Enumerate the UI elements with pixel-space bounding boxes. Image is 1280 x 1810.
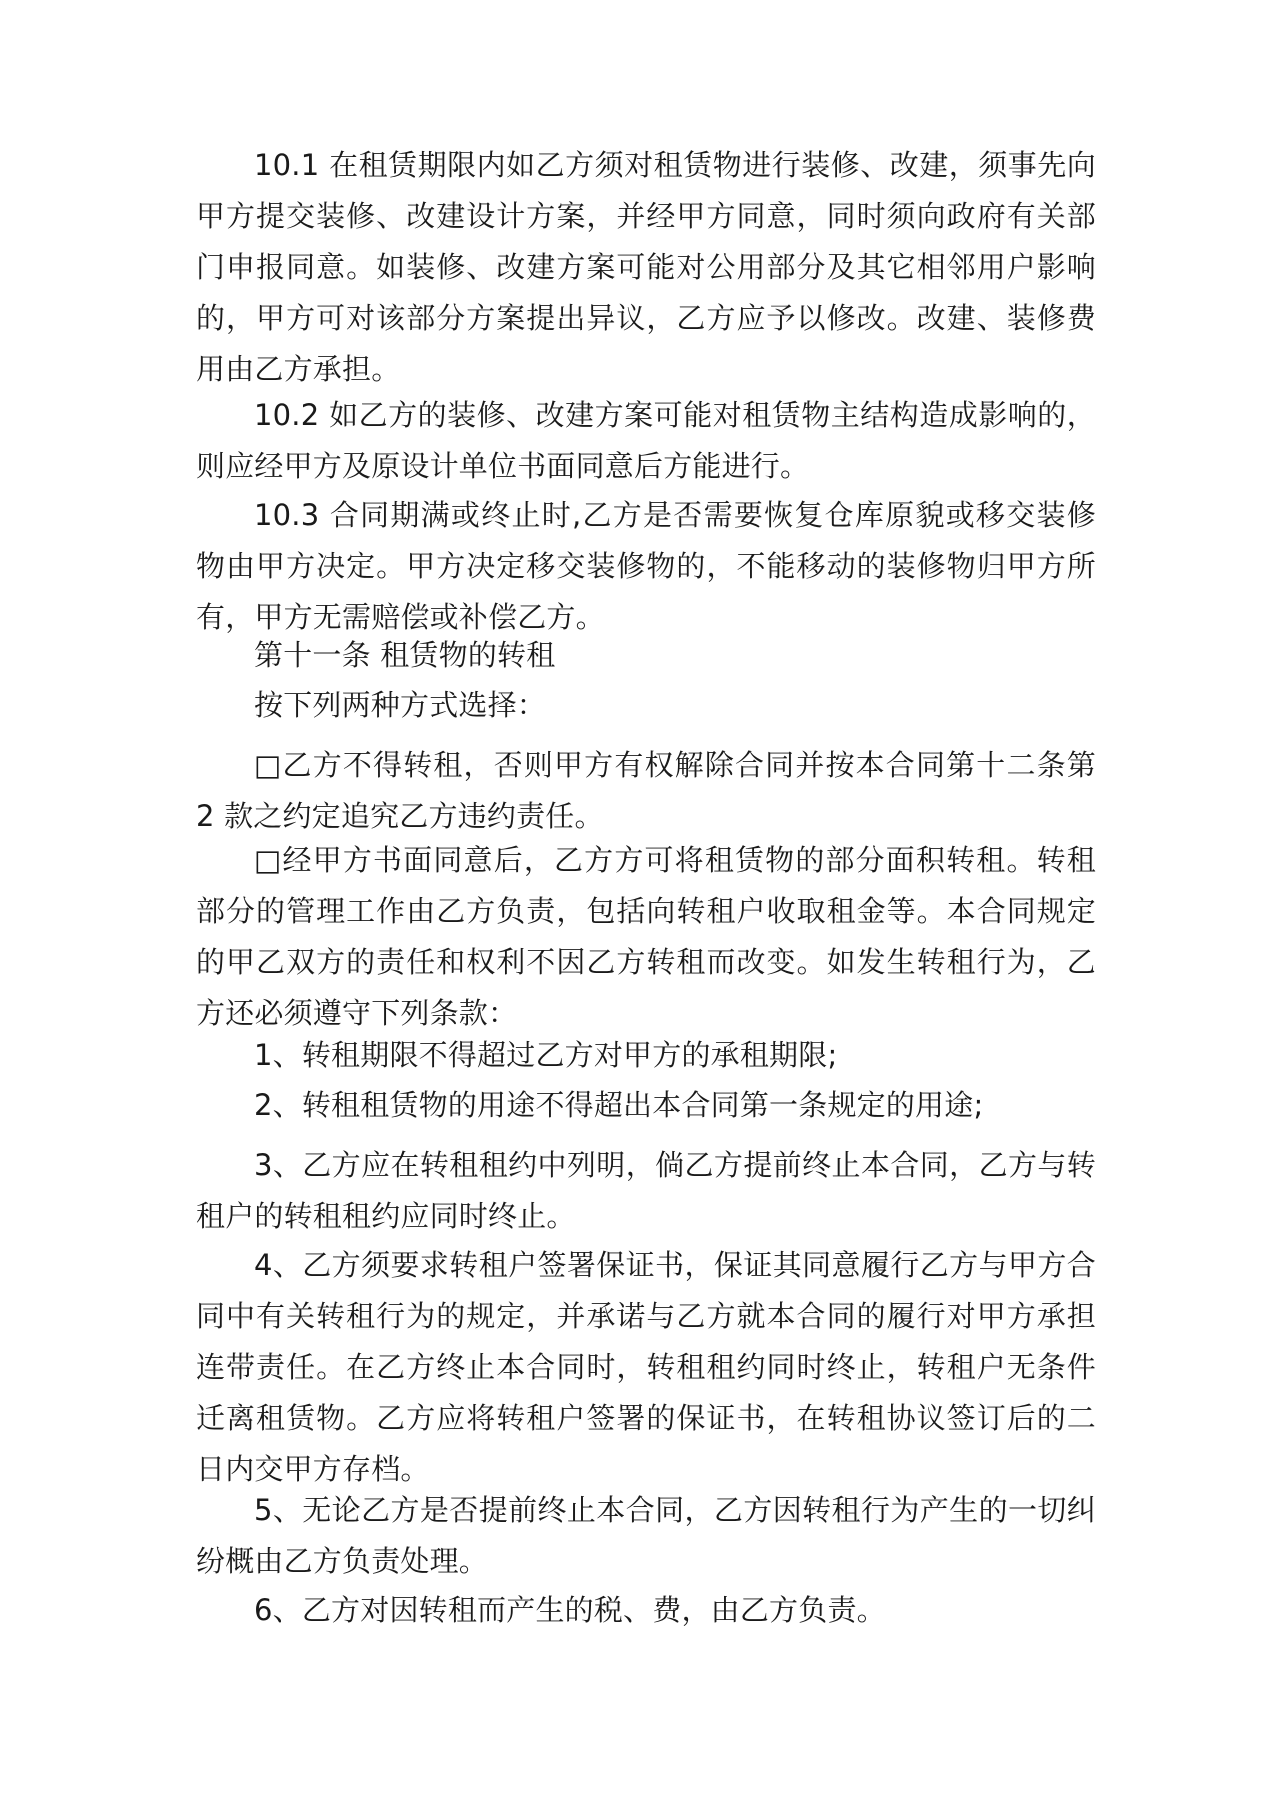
paragraph-10-3: 10.3 合同期满或终止时,乙方是否需要恢复仓库原貌或移交装修物由甲方决定。甲方决定移交装修物的，不能移动的装修物归甲方所有，甲方无需赔偿或补偿乙方。 <box>196 498 1096 634</box>
article-11-heading: 第十一条 租赁物的转租 <box>254 638 556 672</box>
options-intro: 按下列两种方式选择： <box>254 688 547 722</box>
option-no-sublease: □乙方不得转租，否则甲方有权解除合同并按本合同第十二条第 2 款之约定追究乙方违约责任。 <box>196 748 1096 833</box>
clause-6: 6、乙方对因转租而产生的税、费，由乙方负责。 <box>254 1593 886 1627</box>
clause-5: 5、无论乙方是否提前终止本合同，乙方因转租行为产生的一切纠纷概由乙方负责处理。 <box>196 1493 1096 1578</box>
clause-2: 2、转租租赁物的用途不得超出本合同第一条规定的用途; <box>254 1088 984 1122</box>
clause-4: 4、乙方须要求转租户签署保证书，保证其同意履行乙方与甲方合同中有关转租行为的规定，并承诺与乙方就本合同的履行对甲方承担连带责任。在乙方终止本合同时，转租租约同时终止，转租户无条件迁离租赁物。乙方应将转租户签署的保证书，在转租协议签订后的二日内交甲方存档。 <box>196 1248 1096 1486</box>
paragraph-10-1: 10.1 在租赁期限内如乙方须对租赁物进行装修、改建，须事先向甲方提交装修、改建设计方案，并经甲方同意，同时须向政府有关部门申报同意。如装修、改建方案可能对公用部分及其它相邻用户影响的，甲方可对该部分方案提出异议，乙方应予以修改。改建、装修费用由乙方承担。 <box>196 148 1096 386</box>
clause-1: 1、转租期限不得超过乙方对甲方的承租期限; <box>254 1038 838 1072</box>
option-sublease-allowed: □经甲方书面同意后，乙方方可将租赁物的部分面积转租。转租部分的管理工作由乙方负责，包括向转租户收取租金等。本合同规定的甲乙双方的责任和权利不因乙方转租而改变。如发生转租行为，乙方还必须遵守下列条款： <box>196 843 1096 1030</box>
clause-3: 3、乙方应在转租租约中列明，倘乙方提前终止本合同，乙方与转租户的转租租约应同时终止。 <box>196 1148 1096 1233</box>
paragraph-10-2: 10.2 如乙方的装修、改建方案可能对租赁物主结构造成影响的，则应经甲方及原设计单位书面同意后方能进行。 <box>196 398 1096 483</box>
